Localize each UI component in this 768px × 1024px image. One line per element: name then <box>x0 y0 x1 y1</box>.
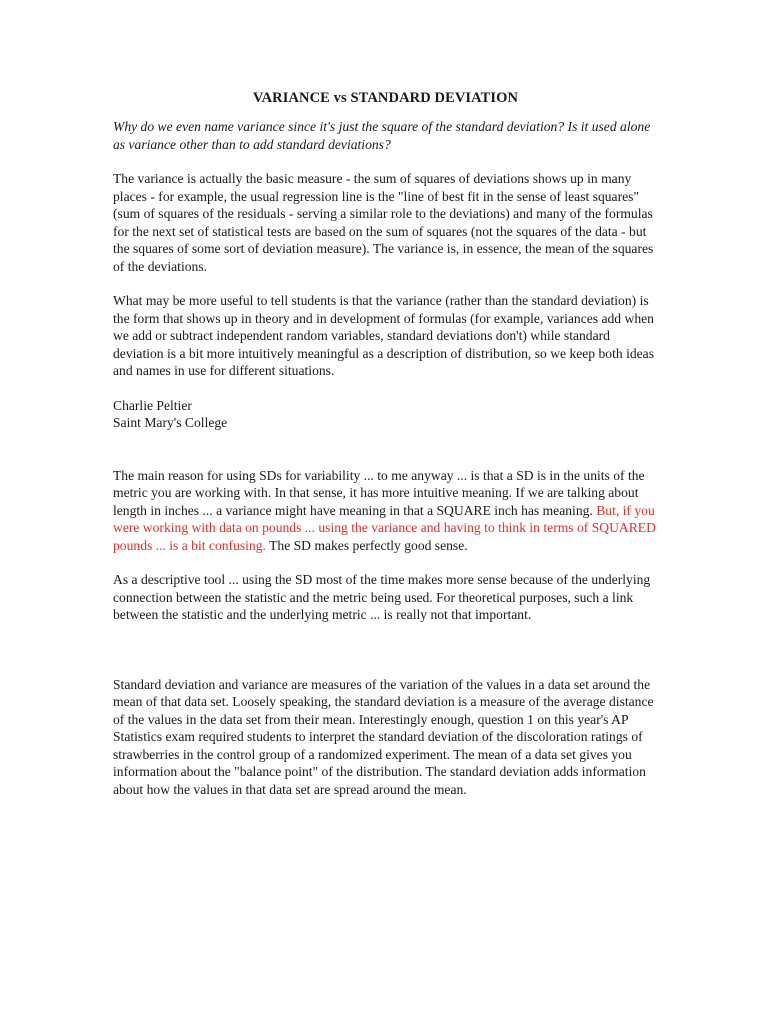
answer-paragraph-4: As a descriptive tool ... using the SD most of the time makes more sense because of the underlying connection between the statistic and the metric being used. For theoretical purposes, such a link between the statistic and the underlying metric ... is really not that important. <box>113 572 651 622</box>
answer-paragraph-3 <box>113 467 658 555</box>
highlighted-red-text: But, if you were working with data on pounds ... using the variance and having to think in terms of SQUARED pounds ... is a bit confusing. <box>113 502 656 553</box>
answer-paragraph-1: The variance is actually the basic measure - the sum of squares of deviations shows up in many places - for example, the usual regression line is the "line of best fit in the sense of least squares" (sum of squares of the residuals - serving a similar role to the deviations) and many of the formulas for the next set of statistical tests are based on the sum of squares (not the squares of the data - but the squares of some sort of deviation measure). The variance is, in essence, the mean of the squares of the deviations. <box>113 171 654 274</box>
answer-paragraph-2: What may be more useful to tell students is that the variance (rather than the standard deviation) is the form that shows up in theory and in development of formulas (for example, variances add when we add or subtract independent random variables, standard deviations don't) while standard deviation is a bit more intuitively meaningful as a description of distribution, so we keep both ideas and names in use for different situations. <box>113 293 654 378</box>
paragraph-3-text-end: The SD makes perfectly good sense. <box>265 537 468 553</box>
answer-paragraph-5: Standard deviation and variance are measures of the variation of the values in a data set around the mean of that data set. Loosely speaking, the standard deviation is a measure of the average distance of the values in the data set from their mean. Interestingly enough, question 1 on this year's AP Statistics exam required students to interpret the standard deviation of the discoloration ratings of strawberries in the control group of a randomized experiment. The mean of a data set gives you information about the "balance point" of the distribution. The standard deviation adds information about how the values in that data set are spread around the mean. <box>113 676 654 797</box>
signature-name: Charlie Peltier <box>113 397 192 413</box>
paragraph-3-text-start: The main reason for using SDs for variability ... to me anyway ... is that a SD is in the units of the metric you are working with. In that sense, it has more intuitive meaning. If we are talking about length in inches ... a variance might have meaning in that a SQUARE inch has meaning. <box>113 467 645 518</box>
signature-affiliation: Saint Mary's College <box>113 415 228 430</box>
document-title: VARIANCE vs STANDARD DEVIATION <box>252 90 519 106</box>
document-page <box>113 88 658 798</box>
question-paragraph: Why do we even name variance since it's just the square of the standard deviation? Is it used alone as variance other than to add standard deviations? <box>113 119 651 152</box>
